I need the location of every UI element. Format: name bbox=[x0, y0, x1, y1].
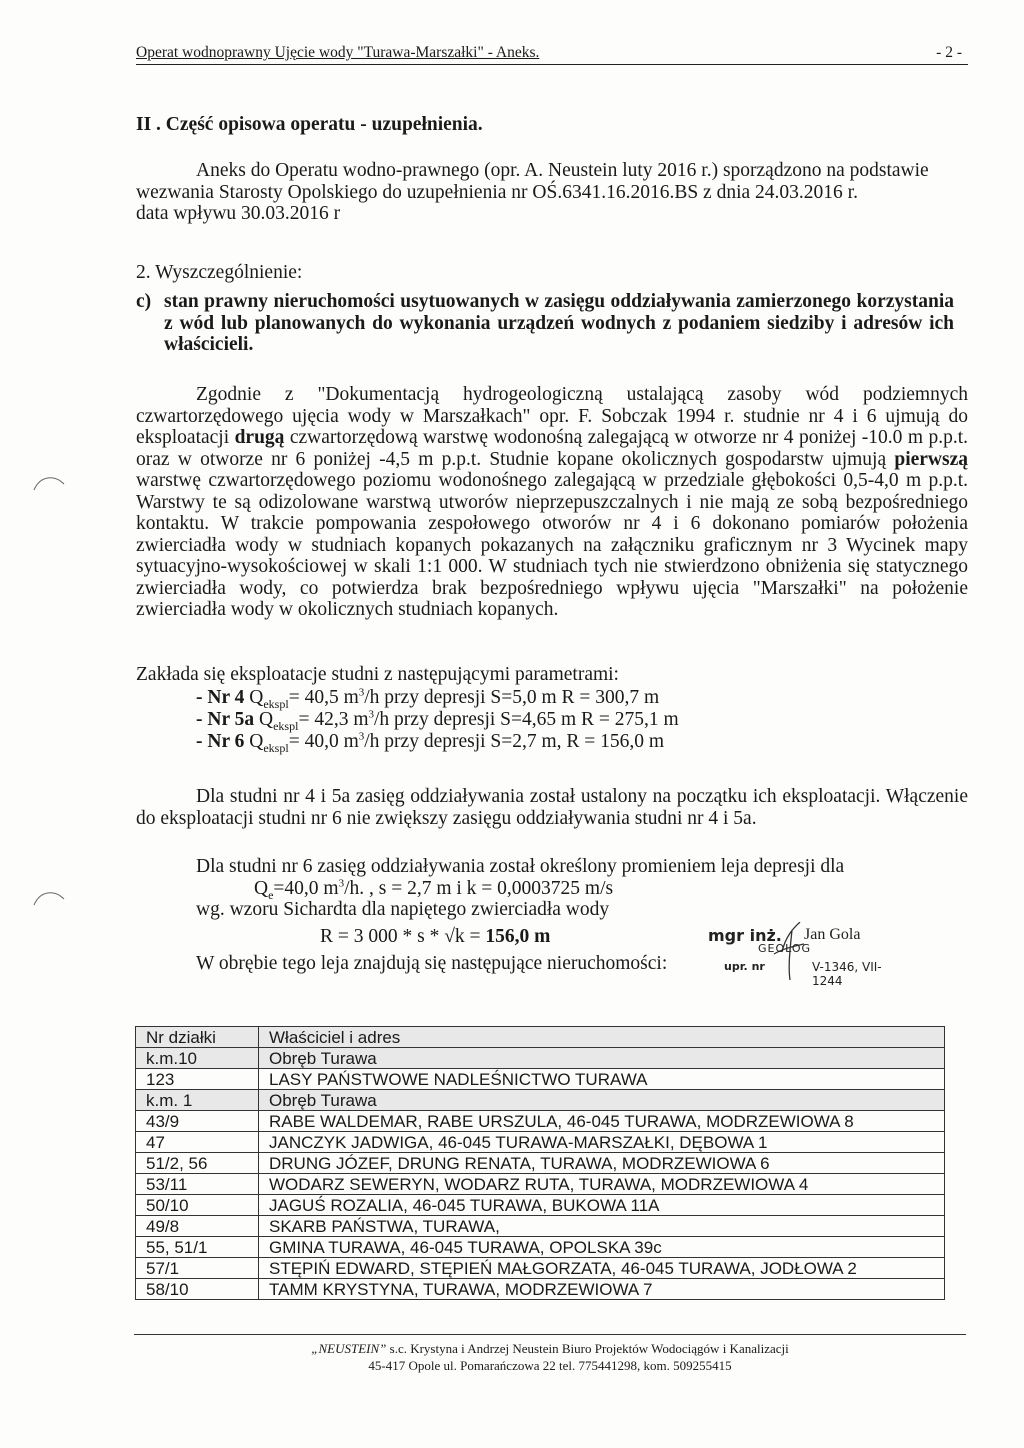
para1-bold-druga: drugą bbox=[234, 427, 285, 448]
para3-depression: /h. , s = 2,7 m i k = 0,0003725 m/s bbox=[344, 877, 614, 899]
param-q: Q bbox=[259, 708, 274, 730]
param-rest: /h przy depresji S=2,7 m, R = 156,0 m bbox=[364, 730, 665, 752]
footer-company bbox=[134, 1340, 966, 1357]
table-row bbox=[136, 1195, 945, 1216]
param-label: - Nr 5a bbox=[196, 708, 255, 730]
item-c-text: stan prawny nieruchomości usytuowanych w zasięgu oddziaływania zamierzonego korzystania z wód lub planowanych do wykonania urządzeń wodnych z podaniem siedziby i adresów ich właścicieli. bbox=[164, 291, 954, 355]
cell-parcel: 49/8 bbox=[136, 1216, 259, 1237]
para3-line-2 bbox=[136, 878, 968, 900]
stamp-title: mgr inż. bbox=[708, 926, 782, 945]
param-value: = 42,3 m bbox=[298, 708, 369, 730]
params-section bbox=[136, 664, 968, 753]
table-row bbox=[136, 1132, 945, 1153]
cell-parcel: 58/10 bbox=[136, 1279, 259, 1300]
table-row bbox=[136, 1279, 945, 1300]
param-label: - Nr 4 bbox=[196, 686, 245, 708]
cell-owner: JANCZYK JADWIGA, 46-045 TURAWA-MARSZAŁKI, DĘBOWA 1 bbox=[259, 1132, 945, 1153]
cell-owner: LASY PAŃSTWOWE NADLEŚNICTWO TURAWA bbox=[259, 1069, 945, 1090]
param-q-sub: ekspl bbox=[263, 740, 289, 755]
subsection-title: 2. Wyszczególnienie: bbox=[136, 262, 303, 283]
stamp-license-number: V-1346, VII-1244 bbox=[812, 960, 882, 988]
cell-owner: STĘPIŃ EDWARD, STĘPIEŃ MAŁGORZATA, 46-045 TURAWA, JODŁOWA 2 bbox=[259, 1258, 945, 1279]
properties-table bbox=[135, 1026, 945, 1300]
stamp-name: Jan Gola bbox=[804, 926, 861, 943]
params-intro: Zakłada się eksploatacje studni z następującymi parametrami: bbox=[136, 664, 619, 685]
para1-text-b: czwartorzędową warstwę wodonośną zalegającą w otworze nr 4 poniżej -10.0 m p.p.t. oraz w otworze nr 6 poniżej -4,5 m p.p.t. Studnie kopane okolicznych gospodarstw ujmują bbox=[136, 427, 968, 470]
param-unit-sup: 3 bbox=[358, 686, 365, 698]
cell-parcel: 47 bbox=[136, 1132, 259, 1153]
stamp-license-label: upr. nr bbox=[724, 960, 765, 973]
param-q-sub: ekspl bbox=[273, 718, 299, 733]
cell-owner: TAMM KRYSTYNA, TURAWA, MODRZEWIOWA 7 bbox=[259, 1279, 945, 1300]
cell-parcel: 57/1 bbox=[136, 1258, 259, 1279]
table-row bbox=[136, 1216, 945, 1237]
para3-flow-sup: 3 bbox=[338, 877, 345, 889]
section-title: II . Część opisowa operatu - uzupełnienia. bbox=[136, 114, 483, 135]
cell-owner: WODARZ SEWERYN, WODARZ RUTA, TURAWA, MODRZEWIOWA 4 bbox=[259, 1174, 945, 1195]
para1-bold-pierwsza: pierwszą bbox=[894, 448, 968, 470]
page-header bbox=[136, 44, 968, 65]
table-row bbox=[136, 1069, 945, 1090]
cell-owner: JAGUŚ ROZALIA, 46-045 TURAWA, BUKOWA 11A bbox=[259, 1195, 945, 1216]
cell-owner: SKARB PAŃSTWA, TURAWA, bbox=[259, 1216, 945, 1237]
table-row bbox=[136, 1237, 945, 1258]
para3-line-5: W obrębie tego leja znajdują się następujące nieruchomości: bbox=[196, 952, 668, 974]
cell-owner: DRUNG JÓZEF, DRUNG RENATA, TURAWA, MODRZEWIOWA 6 bbox=[259, 1153, 945, 1174]
formula-expression: R = 3 000 * s * √k = bbox=[320, 925, 486, 947]
footer-company-desc: s.c. Krystyna i Andrzej Neustein Biuro Projektów Wodociągów i Kanalizacji bbox=[386, 1341, 789, 1356]
cell-owner: Obręb Turawa bbox=[259, 1048, 945, 1069]
para3-line-3: wg. wzoru Sichardta dla napiętego zwierciadła wody bbox=[196, 899, 610, 920]
paragraph-range: Dla studni nr 4 i 5a zasięg oddziaływania został ustalony na początku ich eksploatacji. Włączenie do eksploatacji studni nr 6 nie zwiększy zasięgu oddziaływania studni nr 4 i 5a. bbox=[136, 786, 968, 829]
param-row bbox=[196, 731, 968, 753]
para1-text-a: Zgodnie z "Dokumentacją hydrogeologiczną ustalającą zasoby wód podziemnych czwartorzędowego ujęcia wody w Marszałkach" opr. F. Sobczak 1994 r. studnie nr 4 i 6 ujmują do eksploatacji bbox=[136, 384, 968, 448]
param-q: Q bbox=[249, 686, 264, 708]
geologist-stamp bbox=[704, 922, 904, 988]
cell-parcel: 43/9 bbox=[136, 1111, 259, 1132]
intro-paragraph bbox=[136, 160, 968, 225]
table-row bbox=[136, 1153, 945, 1174]
table-row bbox=[136, 1174, 945, 1195]
para1-text-c: warstwę czwartorzędowego poziomu wodonośnego zalegającą w przedziale głębokości 0,5-4,0 m p.p.t. Warstwy te są odizolowane warstwą utworów nieprzepuszczalnych i nie mają ze sobą bezpośredniego kontaktu. W trakcie pompowania zespołowego otworów nr 4 i 6 dokonano pomiarów położenia zwierciadła wody w studniach kopanych pokazanych na załączniku graficznym nr 3 Wycinek mapy sytuacyjno-wysokościowej w skali 1:1 000. W studniach tych nie stwierdzono obniżenia się statycznego zwierciadła wody, co potwierdza brak bezpośredniego wpływu ujęcia "Marszałki" na położenie zwierciadła wody w okolicznych studniach kopanych. bbox=[136, 470, 968, 620]
table-row bbox=[136, 1048, 945, 1069]
stamp-profession: GEOLOG bbox=[758, 942, 812, 955]
footer-address: 45-417 Opole ul. Pomarańczowa 22 tel. 775441298, kom. 509255415 bbox=[368, 1358, 732, 1373]
header-cell-nr: Nr działki bbox=[136, 1027, 259, 1048]
header-title: Operat wodnoprawny Ujęcie wody "Turawa-Marszałki" - Aneks. bbox=[136, 44, 540, 61]
param-unit-sup: 3 bbox=[358, 730, 365, 742]
intro-line-2: wezwania Starosty Opolskiego do uzupełnienia nr OŚ.6341.16.2016.BS z dnia 24.03.2016 r. bbox=[136, 181, 858, 203]
table-header-row bbox=[136, 1027, 945, 1048]
footer-company-name: „NEUSTEIN” bbox=[311, 1341, 387, 1356]
cell-parcel: 50/10 bbox=[136, 1195, 259, 1216]
intro-line-3: data wpływu 30.03.2016 r bbox=[136, 203, 341, 224]
scan-mark-icon bbox=[30, 470, 70, 510]
para3-line-1: Dla studni nr 6 zasięg oddziaływania został określony promieniem leja depresji dla bbox=[196, 856, 845, 877]
scan-mark-icon bbox=[30, 885, 70, 925]
cell-parcel: 123 bbox=[136, 1069, 259, 1090]
cell-owner: Obręb Turawa bbox=[259, 1090, 945, 1111]
cell-parcel: 55, 51/1 bbox=[136, 1237, 259, 1258]
table-row bbox=[136, 1090, 945, 1111]
subsection-heading bbox=[136, 262, 968, 284]
param-value: = 40,0 m bbox=[288, 730, 359, 752]
param-value: = 40,5 m bbox=[288, 686, 359, 708]
para3-q-sub: e bbox=[268, 887, 274, 902]
para3-flow: =40,0 m bbox=[273, 877, 339, 899]
cell-parcel: k.m.10 bbox=[136, 1048, 259, 1069]
param-rest: /h przy depresji S=5,0 m R = 300,7 m bbox=[364, 686, 660, 708]
param-q-sub: ekspl bbox=[263, 696, 289, 711]
param-unit-sup: 3 bbox=[368, 708, 374, 720]
param-label: - Nr 6 bbox=[196, 730, 245, 752]
cell-parcel: 53/11 bbox=[136, 1174, 259, 1195]
table-row bbox=[136, 1258, 945, 1279]
item-c-marker: c) bbox=[136, 291, 152, 312]
param-row bbox=[196, 709, 968, 731]
footer-divider bbox=[134, 1334, 966, 1335]
page-number: - 2 - bbox=[936, 44, 962, 61]
page-footer bbox=[134, 1340, 966, 1374]
table-row bbox=[136, 1111, 945, 1132]
header-cell-owner: Właściciel i adres bbox=[259, 1027, 945, 1048]
cell-parcel: 51/2, 56 bbox=[136, 1153, 259, 1174]
para3-q: Q bbox=[254, 877, 269, 899]
cell-owner: GMINA TURAWA, 46-045 TURAWA, OPOLSKA 39c bbox=[259, 1237, 945, 1258]
item-c bbox=[136, 291, 968, 356]
param-row bbox=[196, 687, 968, 709]
formula-result: 156,0 m bbox=[485, 925, 551, 947]
cell-owner: RABE WALDEMAR, RABE URSZULA, 46-045 TURAWA, MODRZEWIOWA 8 bbox=[259, 1111, 945, 1132]
paragraph-hydrogeology bbox=[136, 384, 968, 621]
intro-line-1: Aneks do Operatu wodno-prawnego (opr. A. Neustein luty 2016 r.) sporządzono na podstawie bbox=[196, 160, 929, 181]
param-rest: /h przy depresji S=4,65 m R = 275,1 m bbox=[374, 708, 679, 730]
param-q: Q bbox=[249, 730, 264, 752]
params-list bbox=[196, 687, 968, 753]
cell-parcel: k.m. 1 bbox=[136, 1090, 259, 1111]
